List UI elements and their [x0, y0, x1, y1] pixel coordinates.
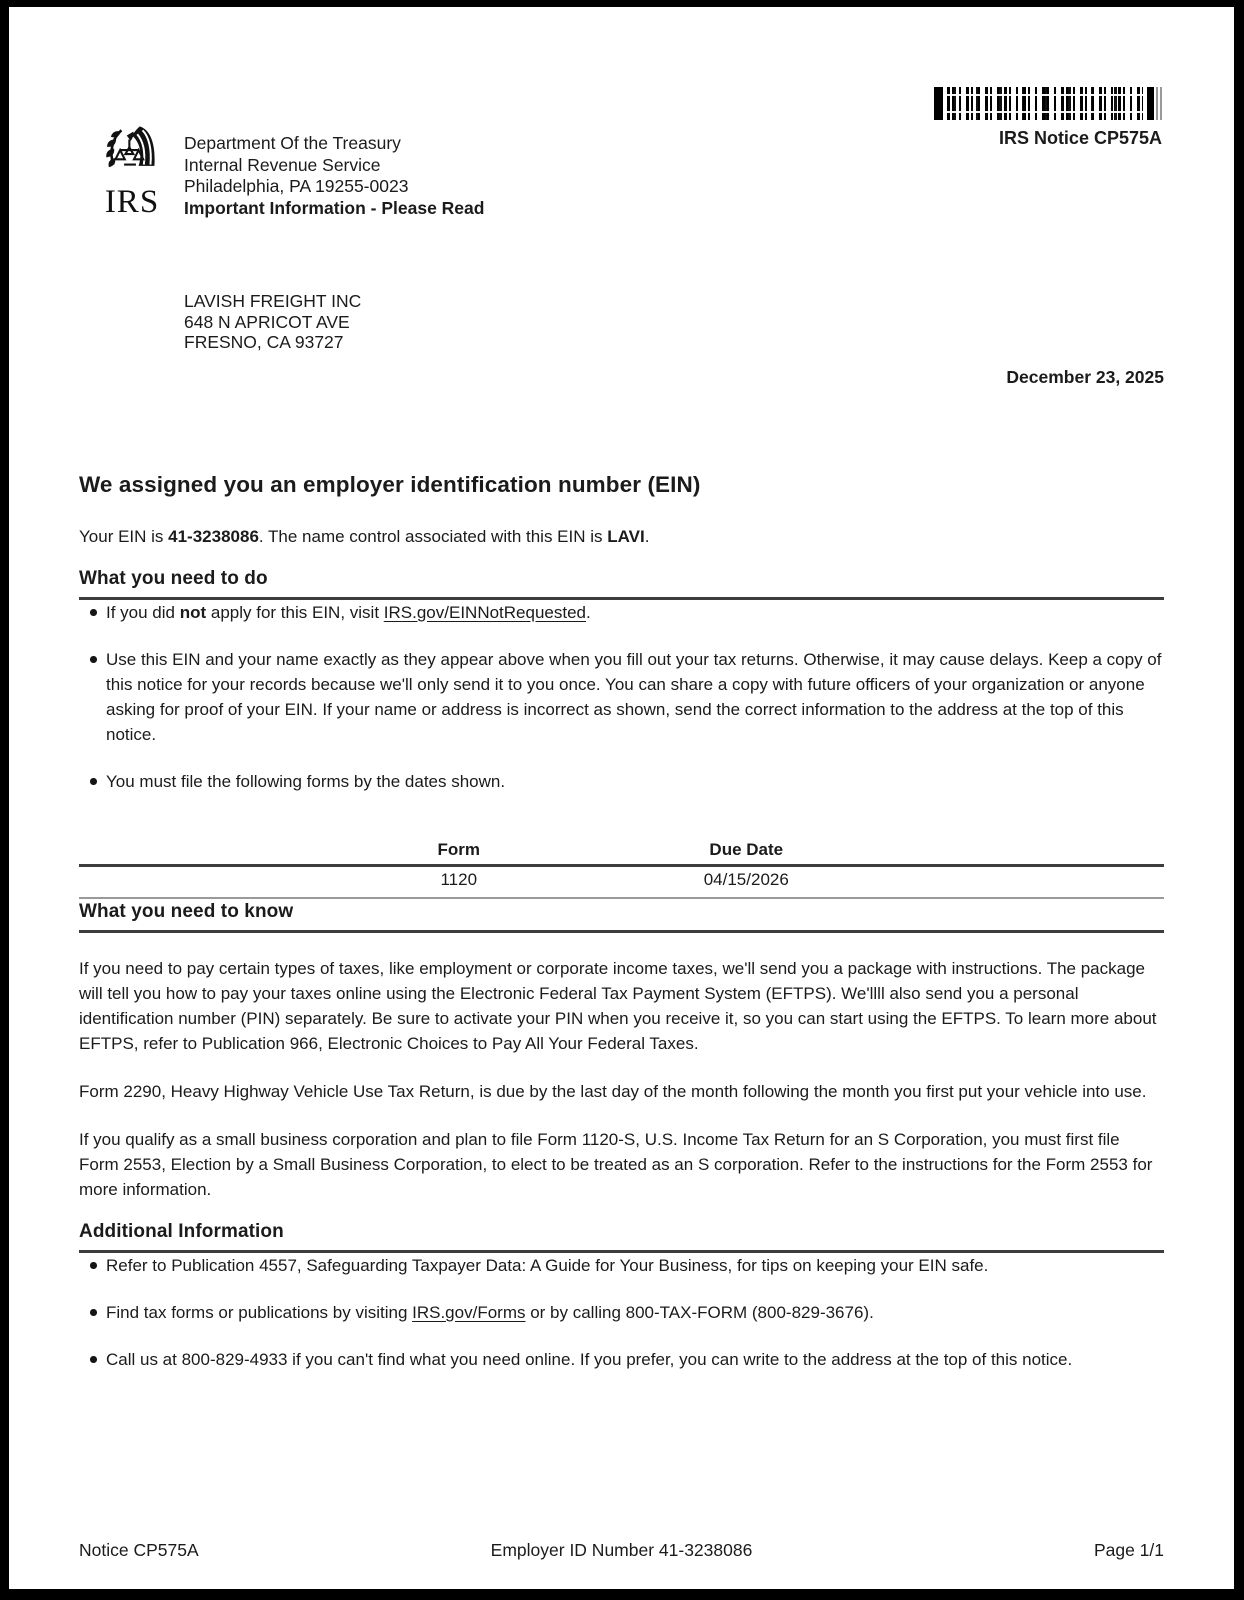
column-header-due-date: Due Date	[709, 839, 784, 859]
footer-ein: Employer ID Number 41-3238086	[490, 1540, 753, 1560]
section-heading-need-to-know: What you need to know	[79, 899, 1164, 933]
barcode-thin-bar	[1160, 87, 1162, 120]
ein-statement-prefix: Your EIN is	[79, 526, 169, 546]
bullet-text: Find tax forms or publications by visiting	[106, 1302, 413, 1322]
irs-forms-link: IRS.gov/Forms	[412, 1302, 526, 1322]
list-item: Call us at 800-829-4933 if you can't find what you need online. If you prefer, you can write to the address at the top of this notice.	[79, 1347, 1164, 1372]
list-item: You must file the following forms by the dates shown.	[79, 769, 1164, 794]
irs-eagle-icon	[99, 125, 165, 187]
notice-title: We assigned you an employer identification number (EIN)	[79, 471, 701, 497]
bullet-text: apply for this EIN, visit	[206, 602, 384, 622]
footer-notice-id: Notice CP575A	[79, 1540, 199, 1560]
additional-information-list	[79, 1253, 1164, 1372]
paragraph-s-corporation: If you qualify as a small business corporation and plan to file Form 1120-S, U.S. Income Tax Return for an S Corporation, you must first file Form 2553, Election by a Small Business Corporation, to elect to be treated as an S corporation. Refer to the instructions for the Form 2553 for more information.	[79, 1129, 1153, 1199]
ein-statement-suffix: .	[644, 526, 650, 546]
recipient-address	[184, 291, 1164, 353]
name-control-value: LAVI	[607, 526, 645, 546]
list-item	[79, 600, 1164, 625]
recipient-city: FRESNO, CA 93727	[184, 332, 344, 352]
ein-statement	[79, 524, 1164, 549]
due-date-table	[79, 837, 1164, 899]
paragraph-eftps: If you need to pay certain types of taxes, like employment or corporate income taxes, we'll send you a package with instructions. The package will tell you how to pay your taxes online using the Electronic Federal Tax Payment System (EFTPS). We'llll also send you a personal identification number (PIN) separately. Be sure to activate your PIN when you receive it, so you can start using the EFTPS. To learn more about EFTPS, refer to Publication 966, Electronic Choices to Pay All Your Federal Taxes.	[79, 958, 1157, 1053]
column-header-form: Form	[437, 839, 480, 859]
bullet-text: If you did	[106, 602, 180, 622]
list-item: Use this EIN and your name exactly as they appear above when you fill out your tax returns. Otherwise, it may cause delays. Keep a copy of this notice for your records because we'll only send it to you once. You can share a copy with future officers of your organization or anyone asking for proof of your EIN. If your name or address is incorrect as shown, send the correct information to the address at the top of this notice.	[79, 647, 1164, 747]
recipient-street: 648 N APRICOT AVE	[184, 311, 350, 332]
notice-date: December 23, 2025	[1006, 366, 1164, 387]
bullet-text: or by calling 800-TAX-FORM (800-829-3676).	[525, 1302, 874, 1322]
notice-id: IRS Notice CP575A	[998, 128, 1162, 148]
barcode	[934, 87, 1162, 120]
important-information-line: Important Information - Please Read	[184, 197, 485, 218]
section-heading-additional-information: Additional Information	[79, 1219, 1164, 1253]
scan-block	[934, 87, 1162, 151]
barcode-thin-bar	[1156, 87, 1158, 120]
barcode-end-bar	[934, 87, 943, 120]
section-heading-need-to-do: What you need to do	[79, 566, 1164, 600]
bullet-text: .	[586, 602, 591, 622]
list-item: Refer to Publication 4557, Safeguarding Taxpayer Data: A Guide for Your Business, for tips on keeping your EIN safe.	[79, 1253, 1164, 1278]
page-footer	[79, 1538, 1164, 1563]
barcode-end-bar	[1147, 87, 1154, 120]
agency-line: Philadelphia, PA 19255-0023	[184, 176, 409, 196]
bullet-bold-text: not	[179, 602, 207, 622]
table-row	[79, 867, 1164, 899]
agency-address	[184, 125, 484, 219]
irs-logo-text: IRS	[104, 184, 160, 220]
list-item	[79, 1300, 1164, 1325]
ein-not-requested-link: IRS.gov/EINNotRequested	[383, 602, 586, 622]
form-number-cell: 1120	[440, 869, 478, 889]
agency-line: Internal Revenue Service	[184, 154, 381, 175]
irs-logo	[93, 125, 171, 219]
notice-page	[9, 7, 1234, 1589]
footer-page-number: Page 1/1	[1093, 1540, 1164, 1560]
ein-statement-mid: . The name control associated with this EIN is	[258, 526, 608, 546]
need-to-do-list	[79, 600, 1164, 794]
recipient-name: LAVISH FREIGHT INC	[184, 291, 362, 311]
ein-value: 41-3238086	[168, 526, 259, 546]
due-date-cell: 04/15/2026	[703, 869, 789, 889]
barcode-pattern	[947, 87, 1143, 120]
agency-line: Department Of the Treasury	[184, 133, 401, 153]
paragraph-form-2290: Form 2290, Heavy Highway Vehicle Use Tax Return, is due by the last day of the month following the month you first put your vehicle into use.	[79, 1081, 1147, 1101]
table-header-row	[79, 837, 1164, 867]
